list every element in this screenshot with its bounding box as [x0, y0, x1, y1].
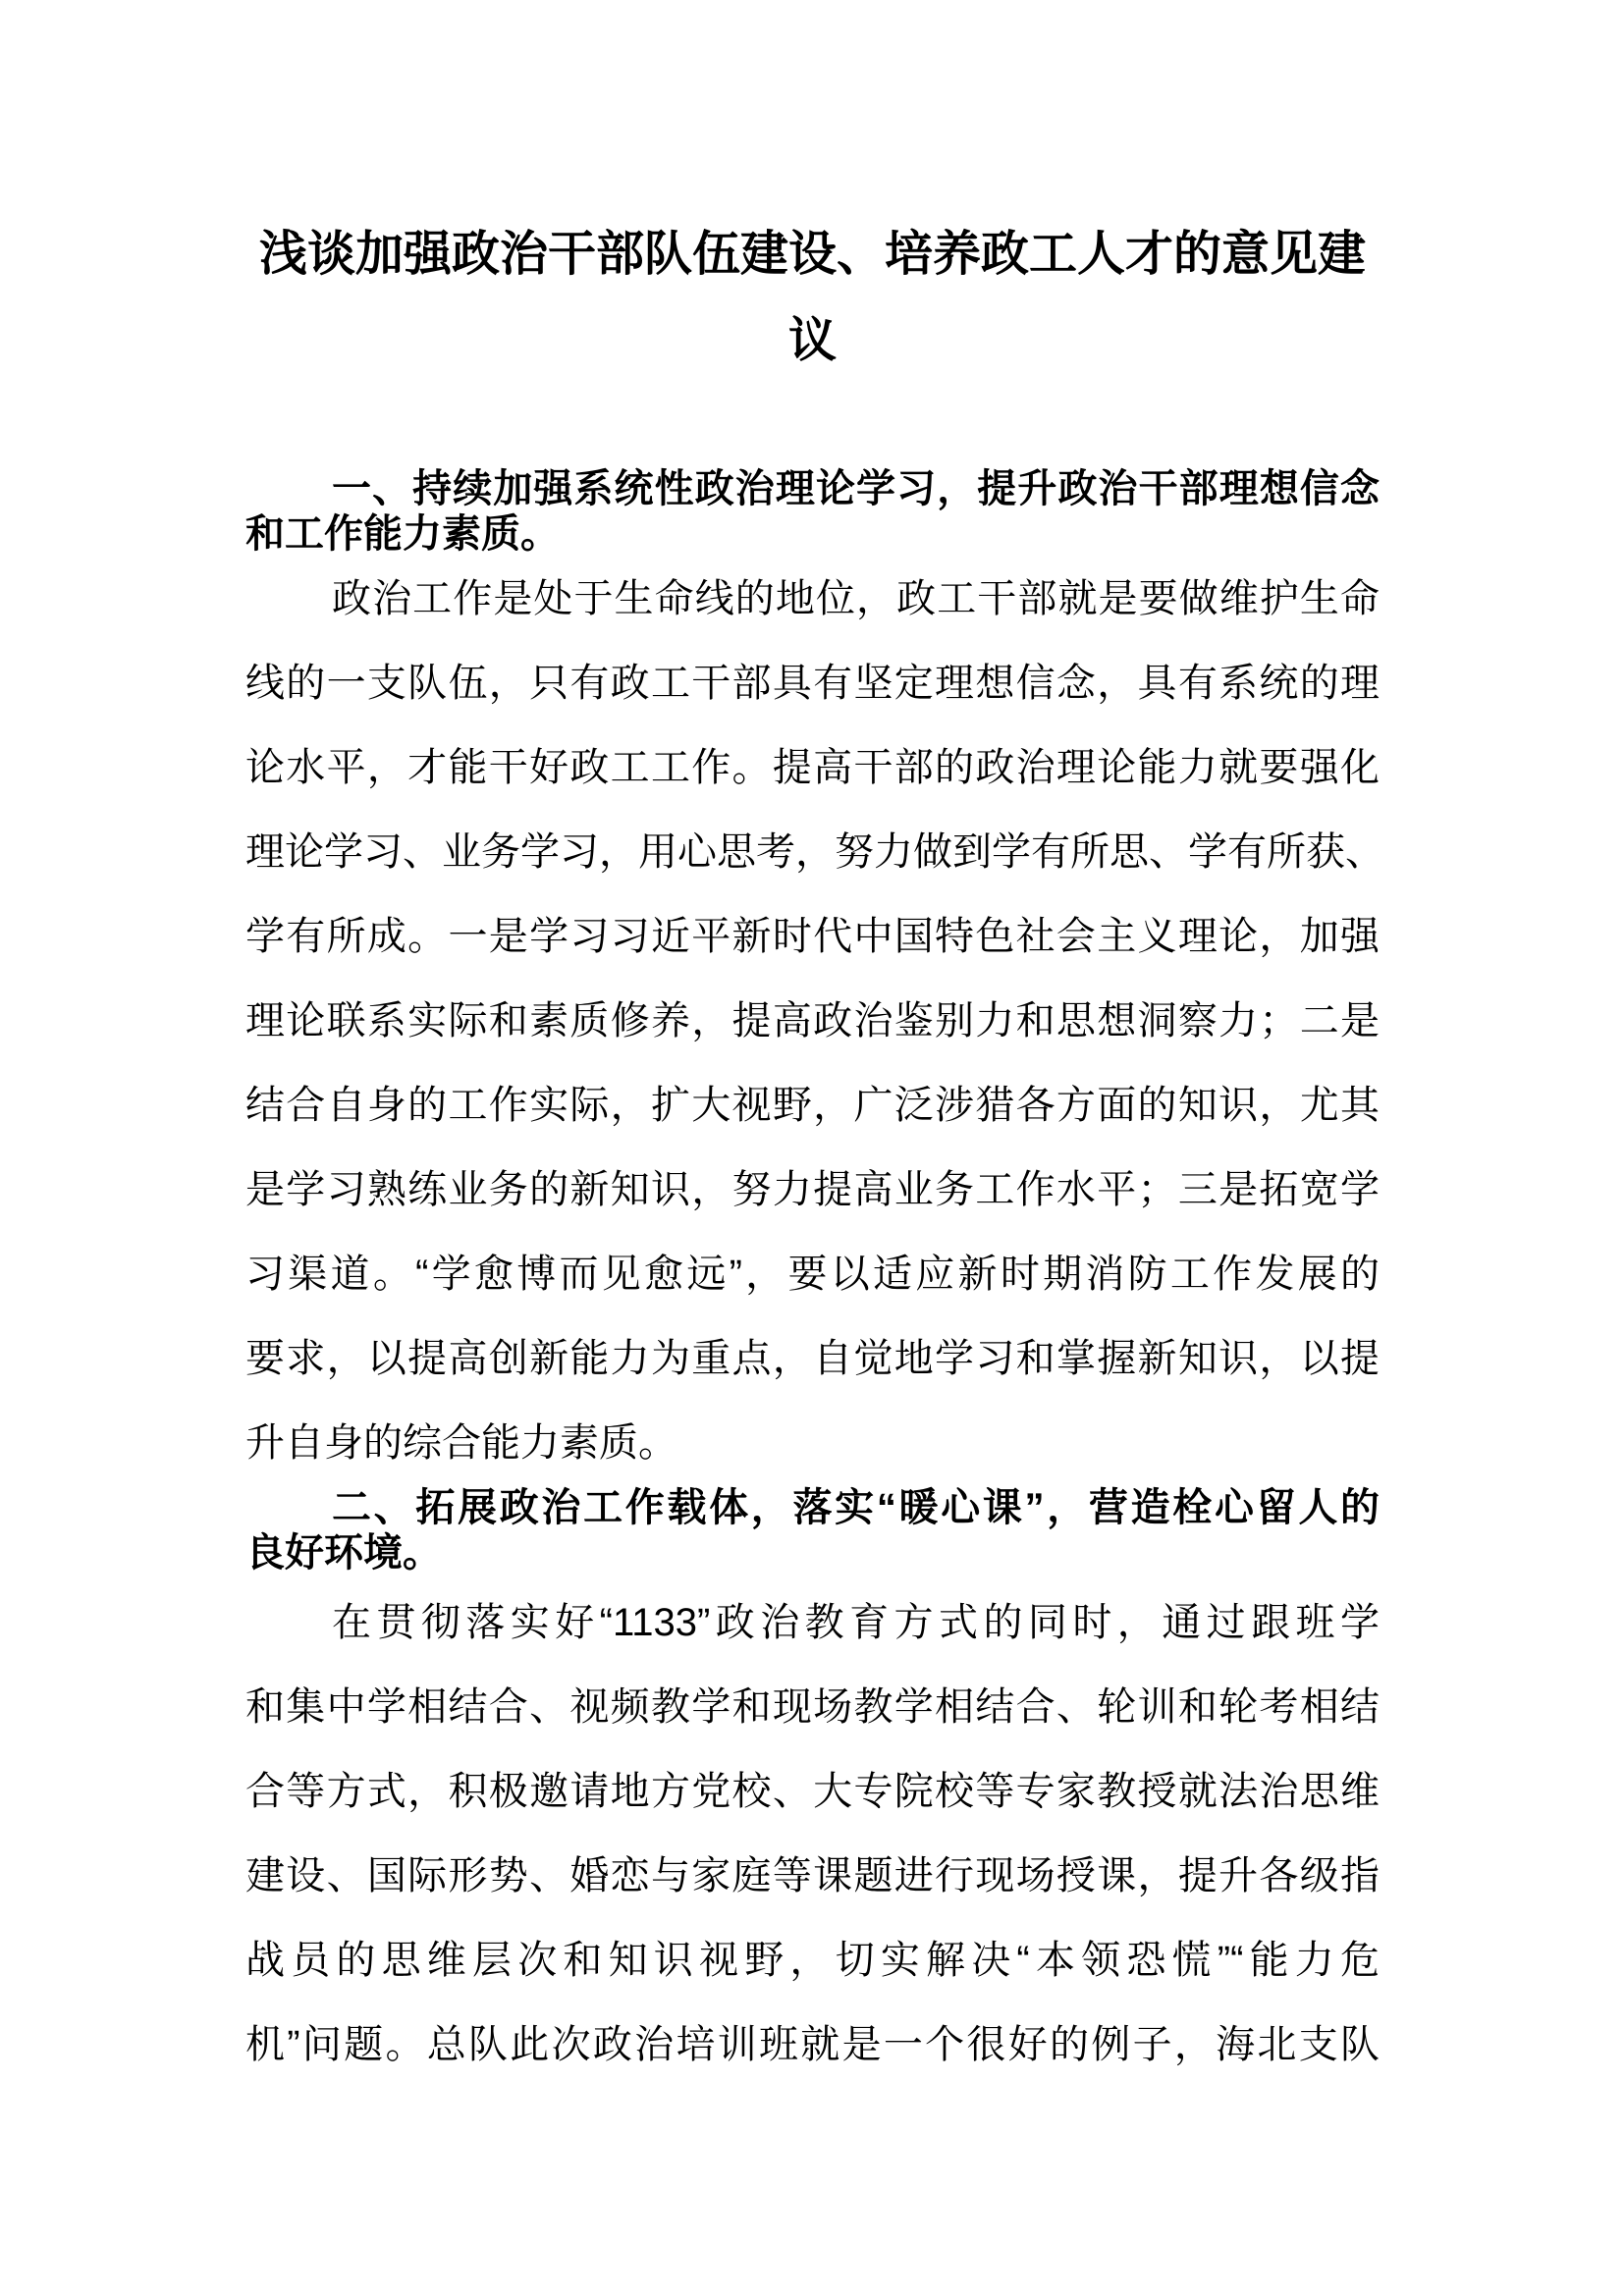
document-body	[245, 0, 1384, 2087]
section-1-heading	[245, 466, 1380, 557]
title-line-1: 浅谈加强政治干部队伍建设、培养政工人才的意见建	[258, 228, 1366, 281]
paragraph-line: 合等方式，积极邀请地方党校、大专院校等专家教授就法治思维	[245, 1770, 1380, 1813]
paragraph-line: 战员的思维层次和知识视野，切实解决“本领恐慌”“能力危	[245, 1939, 1380, 1982]
paragraph-line: 理论学习、业务学习，用心思考，努力做到学有所思、学有所获、	[245, 830, 1384, 874]
paragraph-line: 升自身的综合能力素质。	[245, 1421, 677, 1465]
paragraph-line: 线的一支队伍，只有政工干部具有坚定理想信念，具有系统的理	[245, 662, 1380, 705]
paragraph-line: 结合自身的工作实际，扩大视野，广泛涉猎各方面的知识，尤其	[245, 1084, 1380, 1127]
paragraph-line: 理论联系实际和素质修养，提高政治鉴别力和思想洞察力；二是	[245, 999, 1380, 1042]
paragraph-line: 要求，以提高创新能力为重点，自觉地学习和掌握新知识，以提	[245, 1337, 1380, 1380]
section-1-heading-line-2: 和工作能力素质。	[245, 512, 560, 556]
section-2-paragraph	[245, 1580, 1380, 2087]
section-2-heading-line-2: 良好环境。	[245, 1531, 442, 1575]
paragraph-line: 机”问题。总队此次政治培训班就是一个很好的例子，海北支队	[245, 2023, 1380, 2066]
paragraph-line: 建设、国际形势、婚恋与家庭等课题进行现场授课，提升各级指	[245, 1854, 1380, 1897]
section-1-paragraph	[245, 557, 1384, 1485]
section-2-heading-line-1: 二、拓展政治工作载体，落实“暖心课”，营造栓心留人的	[332, 1486, 1380, 1529]
title-line-2: 议	[787, 314, 837, 367]
section-2-heading	[245, 1485, 1380, 1575]
paragraph-line: 学有所成。一是学习习近平新时代中国特色社会主义理论，加强	[245, 915, 1380, 958]
document-title	[245, 211, 1380, 384]
section-1-heading-line-1: 一、持续加强系统性政治理论学习，提升政治干部理想信念	[332, 467, 1380, 510]
paragraph-line: 习渠道。“学愈博而见愈远”，要以适应新时期消防工作发展的	[245, 1253, 1380, 1296]
paragraph-line: 论水平，才能干好政工工作。提高干部的政治理论能力就要强化	[245, 746, 1380, 789]
paragraph-line: 政治工作是处于生命线的地位，政工干部就是要做维护生命	[332, 577, 1380, 620]
paragraph-line: 在贯彻落实好“1133”政治教育方式的同时，通过跟班学	[332, 1601, 1380, 1644]
paragraph-line: 是学习熟练业务的新知识，努力提高业务工作水平；三是拓宽学	[245, 1168, 1380, 1211]
paragraph-line: 和集中学相结合、视频教学和现场教学相结合、轮训和轮考相结	[245, 1685, 1380, 1729]
